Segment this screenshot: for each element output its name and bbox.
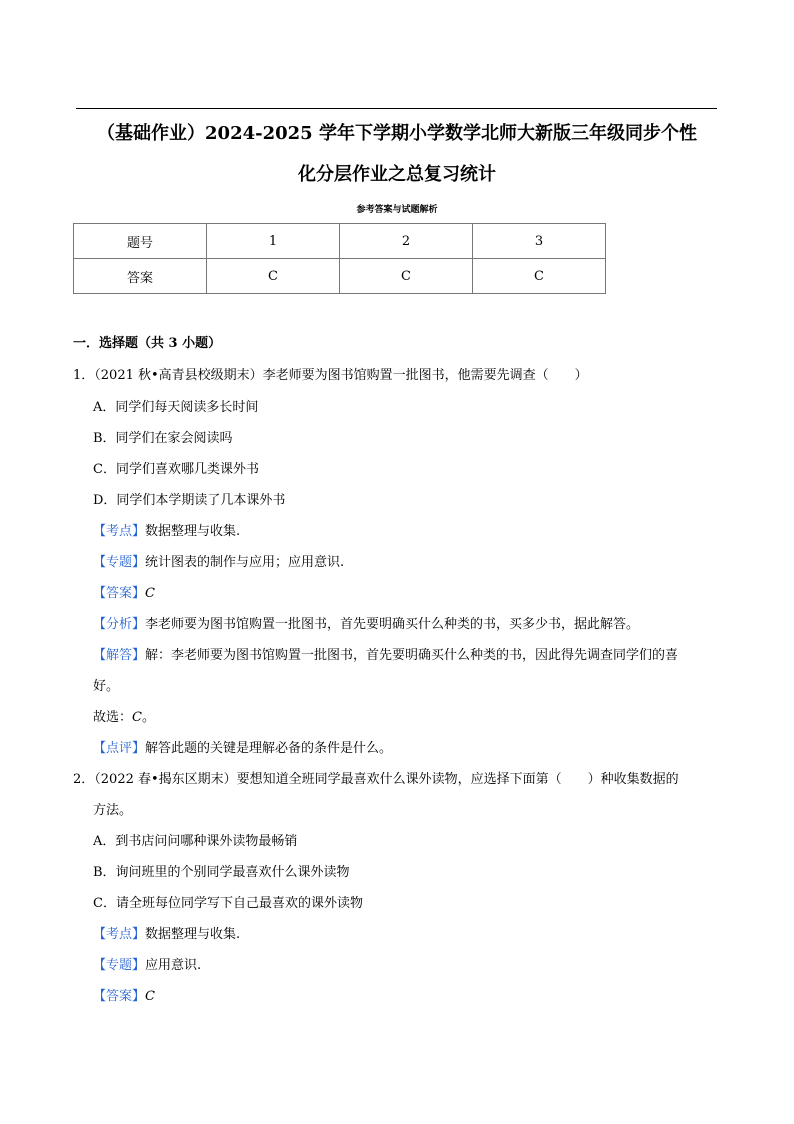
fenxi-tag: 【分析】 [93, 617, 146, 632]
table-cell: 答案 [74, 259, 207, 294]
daan-tag: 【答案】 [93, 586, 146, 601]
answer-table-answer-row [74, 259, 606, 294]
header-rule [76, 108, 717, 109]
document-title-line-2: 化分层作业之总复习统计 [298, 164, 496, 185]
kaodian-text: 数据整理与收集. [145, 524, 241, 539]
q1-dianping [93, 737, 392, 756]
q1-fenxi [93, 613, 639, 632]
q1-option-c: C．同学们喜欢哪几类课外书 [93, 462, 259, 477]
zhuanti-text: 应用意识. [145, 958, 202, 973]
jieda-tag: 【解答】 [93, 648, 146, 663]
q1-jieda [93, 644, 678, 663]
table-cell: C [340, 259, 473, 294]
kaodian-text: 数据整理与收集. [145, 927, 241, 942]
q2-zhuanti [93, 954, 201, 973]
document-subtitle: 参考答案与试题解析 [356, 205, 438, 215]
guxuan-label: 故选： [93, 710, 133, 725]
answer-table-header-row [74, 224, 606, 259]
q1-guxuan [93, 706, 155, 725]
table-cell: C [207, 259, 340, 294]
daan-text: C [145, 586, 155, 601]
q1-kaodian [93, 520, 240, 539]
q2-kaodian [93, 923, 240, 942]
q2-option-a: A．到书店问问哪种课外读物最畅销 [93, 834, 298, 849]
q1-option-b: B．同学们在家会阅读吗 [93, 431, 233, 446]
daan-tag: 【答案】 [93, 989, 146, 1004]
table-cell: 2 [340, 224, 473, 259]
q1-daan [93, 582, 155, 601]
zhuanti-text: 统计图表的制作与应用；应用意识. [145, 555, 345, 570]
q2-daan [93, 985, 155, 1004]
kaodian-tag: 【考点】 [93, 524, 146, 539]
q1-option-a: A．同学们每天阅读多长时间 [93, 400, 259, 415]
q1-jieda-continued: 好。 [93, 679, 120, 694]
zhuanti-tag: 【专题】 [93, 958, 146, 973]
q1-zhuanti [93, 551, 344, 570]
kaodian-tag: 【考点】 [93, 927, 146, 942]
fenxi-text: 李老师要为图书馆购置一批图书，首先要明确买什么种类的书，买多少书，据此解答。 [145, 617, 640, 632]
q2-stem-continued: 方法。 [93, 803, 133, 818]
table-cell: 3 [473, 224, 606, 259]
table-cell: 题号 [74, 224, 207, 259]
zhuanti-tag: 【专题】 [93, 555, 146, 570]
q2-option-c: C．请全班每位同学写下自己最喜欢的课外读物 [93, 896, 363, 911]
q1-option-d: D．同学们本学期读了几本课外书 [93, 493, 286, 508]
answer-table [73, 223, 606, 294]
document-title-line-1: （基础作业）2024-2025 学年下学期小学数学北师大新版三年级同步个性 [97, 123, 697, 144]
q2-stem: 2．（2022 春•揭东区期末）要想知道全班同学最喜欢什么课外读物，应选择下面第（ ）种收集数据的 [73, 772, 679, 787]
table-cell: C [473, 259, 606, 294]
guxuan-end: 。 [141, 710, 155, 725]
dianping-tag: 【点评】 [93, 741, 146, 756]
jieda-text: 解：李老师要为图书馆购置一批图书，首先要明确买什么种类的书，因此得先调查同学们的喜 [145, 648, 679, 663]
section-heading: 一．选择题（共 3 小题） [73, 336, 222, 351]
daan-text: C [145, 989, 155, 1004]
q2-option-b: B．询问班里的个别同学最喜欢什么课外读物 [93, 865, 350, 880]
q1-stem: 1．（2021 秋•高青县校级期末）李老师要为图书馆购置一批图书，他需要先调查（ ） [73, 368, 588, 383]
table-cell: 1 [207, 224, 340, 259]
guxuan-value: C [132, 710, 142, 725]
dianping-text: 解答此题的关键是理解必备的条件是什么。 [145, 741, 393, 756]
